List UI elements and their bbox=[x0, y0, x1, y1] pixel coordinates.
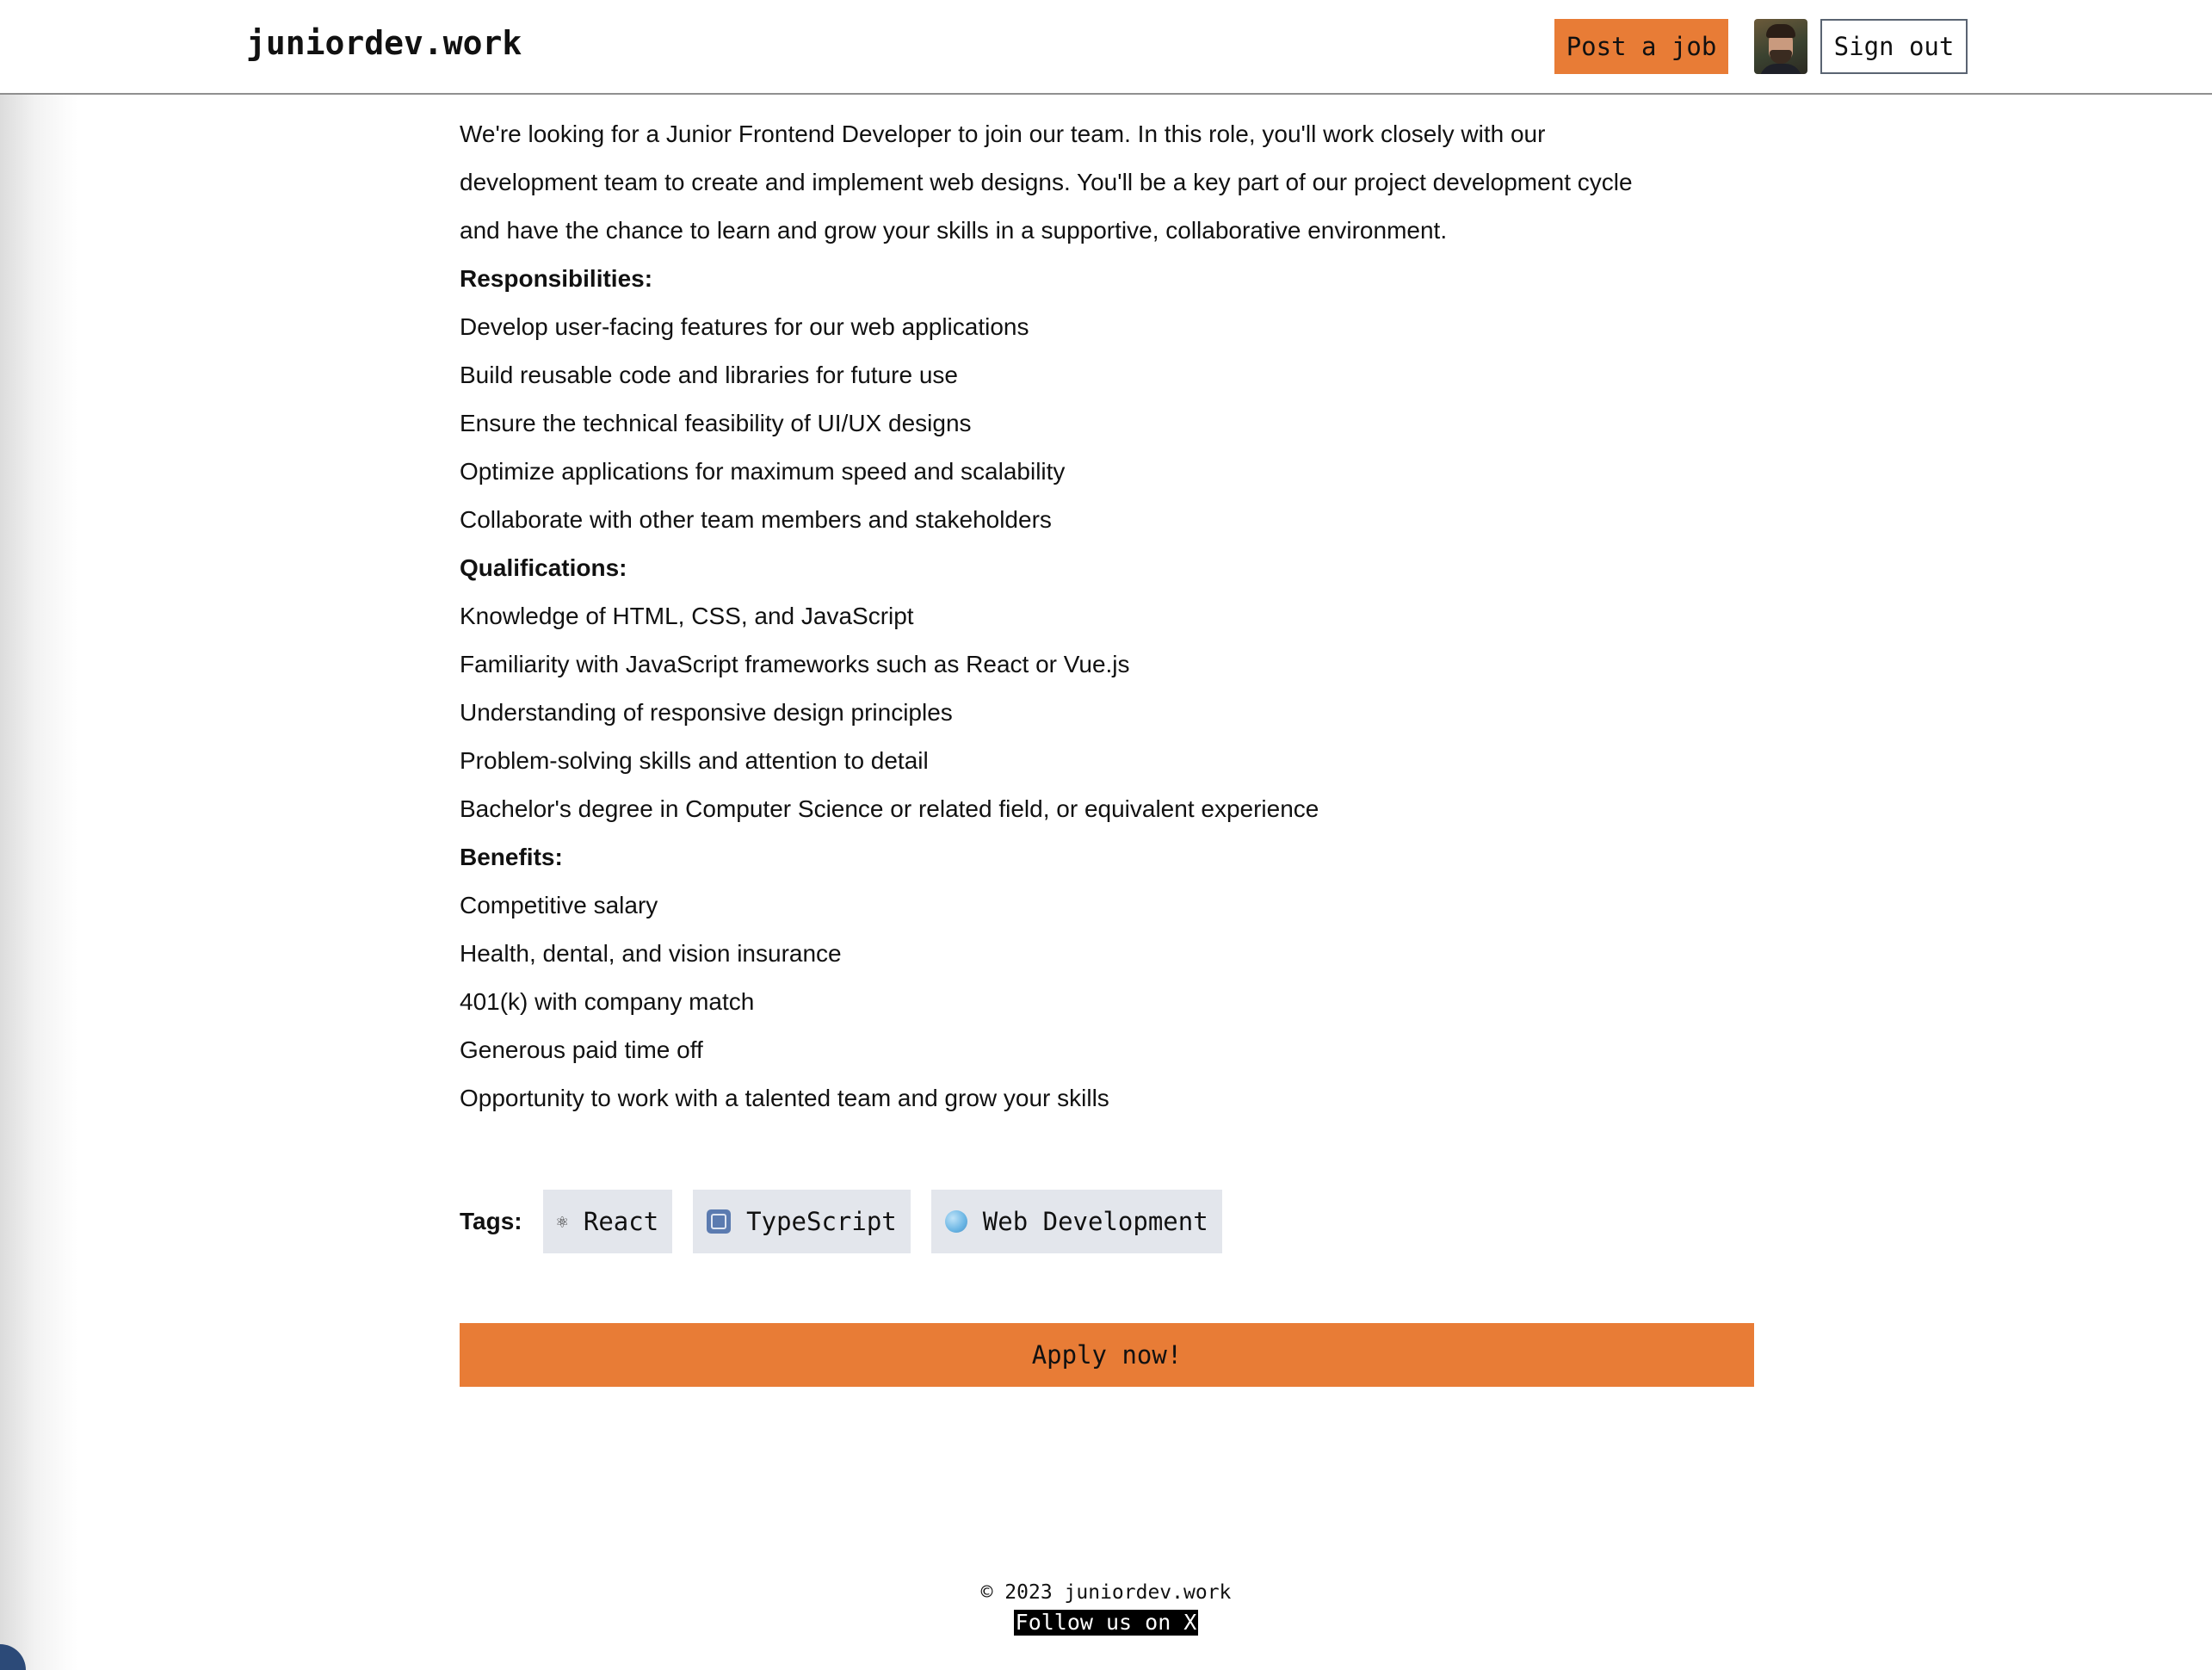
avatar-shirt bbox=[1759, 64, 1802, 74]
benefit-item: Competitive salary bbox=[460, 892, 658, 918]
tag-label: TypeScript bbox=[746, 1207, 897, 1236]
intro-line: development team to create and implement web designs. You'll be a key part of our project development cycle bbox=[460, 169, 1633, 195]
copyright-text: © 2023 juniordev.work bbox=[980, 1581, 1232, 1604]
follow-on-x-link[interactable]: Follow us on X bbox=[1015, 1610, 1197, 1635]
tags-label: Tags: bbox=[460, 1208, 522, 1234]
tag-react[interactable] bbox=[543, 1190, 673, 1253]
post-job-button[interactable]: Post a job bbox=[1554, 19, 1728, 74]
window-left-edge bbox=[0, 0, 77, 1670]
avatar-beard bbox=[1770, 50, 1792, 64]
react-atom-icon: ⚛ bbox=[556, 1210, 568, 1233]
user-avatar[interactable] bbox=[1754, 19, 1807, 74]
intro-line: We're looking for a Junior Frontend Developer to join our team. In this role, you'll work closely with our bbox=[460, 121, 1546, 147]
benefits-heading: Benefits: bbox=[460, 844, 563, 870]
benefit-item: 401(k) with company match bbox=[460, 988, 755, 1015]
avatar-hair bbox=[1766, 24, 1795, 38]
qualification-item: Problem-solving skills and attention to detail bbox=[460, 747, 929, 774]
qualification-item: Familiarity with JavaScript frameworks such as React or Vue.js bbox=[460, 651, 1130, 677]
responsibility-item: Develop user-facing features for our web applications bbox=[460, 313, 1029, 340]
responsibility-item: Collaborate with other team members and stakeholders bbox=[460, 506, 1052, 533]
responsibility-item: Ensure the technical feasibility of UI/UX designs bbox=[460, 410, 972, 436]
site-footer bbox=[0, 1577, 2212, 1636]
globe-icon bbox=[945, 1210, 967, 1233]
qualification-item: Bachelor's degree in Computer Science or related field, or equivalent experience bbox=[460, 795, 1319, 822]
qualification-item: Understanding of responsive design principles bbox=[460, 699, 953, 726]
benefit-item: Health, dental, and vision insurance bbox=[460, 940, 842, 967]
qualification-item: Knowledge of HTML, CSS, and JavaScript bbox=[460, 603, 914, 629]
site-logo[interactable]: juniordev.work bbox=[246, 24, 522, 62]
tag-label: Web Development bbox=[982, 1207, 1208, 1236]
responsibility-item: Optimize applications for maximum speed and scalability bbox=[460, 458, 1066, 485]
qualifications-heading: Qualifications: bbox=[460, 554, 627, 581]
tag-label: React bbox=[583, 1207, 659, 1236]
benefit-item: Opportunity to work with a talented team and grow your skills bbox=[460, 1085, 1109, 1111]
top-navigation-bar bbox=[0, 0, 2212, 95]
tag-typescript[interactable] bbox=[693, 1190, 911, 1253]
responsibility-item: Build reusable code and libraries for future use bbox=[460, 362, 959, 388]
tag-web-development[interactable] bbox=[931, 1190, 1222, 1253]
apply-now-button[interactable]: Apply now! bbox=[460, 1323, 1754, 1387]
benefit-item: Generous paid time off bbox=[460, 1036, 703, 1063]
sign-out-button[interactable]: Sign out bbox=[1820, 19, 1968, 74]
typescript-icon bbox=[707, 1209, 731, 1234]
responsibilities-heading: Responsibilities: bbox=[460, 265, 653, 292]
intro-line: and have the chance to learn and grow your skills in a supportive, collaborative environment. bbox=[460, 217, 1448, 244]
tags-row bbox=[460, 1190, 1243, 1253]
job-description bbox=[460, 110, 1754, 1123]
